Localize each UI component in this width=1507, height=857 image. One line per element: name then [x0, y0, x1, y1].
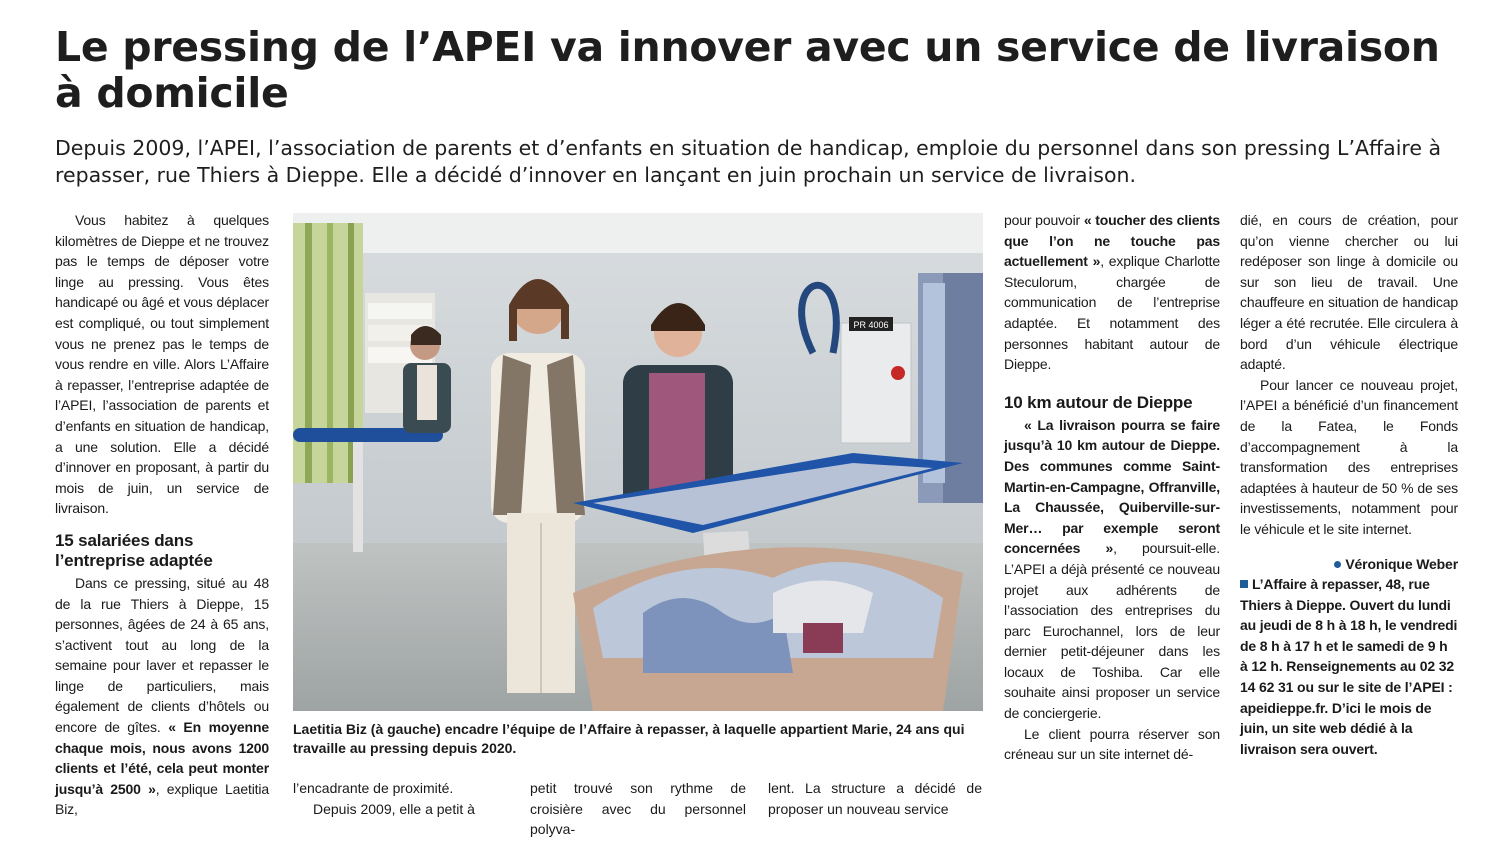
bottom-column-3: [768, 778, 982, 819]
bottom-col1-line1: l’encadrante de proximité.: [293, 780, 454, 796]
col3-paragraph-2: [1004, 415, 1220, 724]
col1-p2-end: , explique Laetitia Biz,: [55, 780, 269, 818]
square-bullet-icon: [1240, 580, 1248, 588]
photo-illustration: [293, 213, 983, 711]
author-signature: [1240, 554, 1458, 575]
machine-label: PR 4006: [853, 320, 889, 330]
col3-p1-end: , explique Charlotte Steculorum, chargée de communication de l’entreprise adaptée. Et notamment des personnes habitant autour de Dieppe.: [1004, 253, 1220, 373]
author-name: Véronique Weber: [1345, 555, 1458, 572]
bottom-col2-text: petit trouvé son rythme de croisière avec du personnel polyva-: [530, 780, 746, 838]
col3-p2-quote: « La livraison pourra se faire jusqu’à 10 km autour de Dieppe. Des communes comme Saint-Martin-en-Campagne, Offranville, La Chaussée, Quiberville-sur-Mer… par exemple seront concernées »: [1004, 416, 1220, 557]
practical-info: [1240, 574, 1458, 759]
col3-p2-end: , poursuit-elle. L’APEI a déjà présenté ce nouveau projet aux adhérents de l’association des entreprises du parc Eurochannel, lors de leur dernier petit-déjeuner dans les locaux de Toshiba. Car elle souhaite ainsi proposer un service de conciergerie.: [1004, 540, 1221, 722]
bullet-icon: [1334, 561, 1341, 568]
col3-p1-quote: « toucher des clients que l’on ne touche pas actuellement »: [1004, 212, 1220, 270]
col1-p2-quote: « En moyenne chaque mois, nous avons 1200 clients et l’été, cela peut monter jusqu’à 2500 »: [55, 719, 270, 797]
col3-p1-start: pour pouvoir: [1004, 212, 1084, 228]
bottom-column-2: [530, 778, 746, 840]
bottom-col3-text: lent. La structure a décidé de proposer un nouveau service: [768, 780, 982, 817]
column-1: [55, 210, 269, 820]
col1-subheading: 15 salariées dans l’entreprise adaptée: [55, 530, 213, 570]
bottom-col1-line2: Depuis 2009, elle a petit à: [313, 800, 475, 817]
photo-caption: Laetitia Biz (à gauche) encadre l’équipe de l’Affaire à repasser, à laquelle appartient Marie, 24 ans qui travaille au pressing depuis 2020.: [293, 721, 965, 756]
article-headline: Le pressing de l’APEI va innover avec un service de livraison à domicile: [55, 23, 1440, 117]
practical-info-text: L’Affaire à repasser, 48, rue Thiers à Dieppe. Ouvert du lundi au jeudi de 8 h à 18 h, le vendredi de 8 h à 17 h et le samedi de 9 h à 12 h. Renseignements au 02 32 14 62 31 ou sur le site de l’APEI : apeidieppe.fr. D’ici le mois de juin, un site web dédié à la livraison sera ouvert.: [1240, 576, 1458, 757]
col3-paragraph-1: [1004, 210, 1220, 375]
column-3: [1004, 210, 1220, 765]
article-lead: Depuis 2009, l’APEI, l’association de parents et d’enfants en situation de handicap, emploie du personnel dans son pressing L’Affaire à repasser, rue Thiers à Dieppe. Elle a décidé d’innover en lançant en juin prochain un service de livraison.: [55, 136, 1442, 187]
col1-p2-text: Dans ce pressing, situé au 48 de la rue Thiers à Dieppe, 15 personnes, âgées de 24 à 65 ans, s’activent tout au long de la semaine pour laver et repasser le linge de particuliers, mais également de clients d’hôtels ou encore de gîtes.: [55, 574, 269, 736]
col4-paragraph-2: Pour lancer ce nouveau projet, l’APEI a bénéficié d’un financement de la Fatea, le Fonds d’accompagnement à la transformation des entreprises adaptées à hauteur de 50 % de ses investissements, notamment pour le véhicule et le site internet.: [1240, 376, 1458, 537]
col4-paragraph-1: dié, en cours de création, pour qu’on vienne chercher ou lui redéposer son linge à domicile ou sur son lieu de travail. Une chauffeure en situation de handicap léger a été recrutée. Elle circulera à bord d’un véhicule électrique adapté.: [1240, 212, 1458, 373]
col1-paragraph-1: Vous habitez à quelques kilomètres de Dieppe et ne trouvez pas le temps de déposer votre linge au pressing. Vous êtes handicapé ou âgé et vous déplacer est compliqué, ou tout simplement vous ne prenez pas le temps de vous rendre en ville. Alors L’Affaire à repasser, l’entreprise adaptée de l’APEI, l’association de parents et d’enfants en situation de handicap, a une solution. Elle a décidé d’innover en proposant, à partir du mois de juin, un service de livraison.: [55, 212, 269, 517]
col1-paragraph-2: [55, 573, 269, 820]
column-4: [1240, 210, 1458, 759]
article-photo: [293, 213, 983, 711]
bottom-column-1: [293, 778, 507, 819]
col3-paragraph-3: Le client pourra réserver son créneau sur un site internet dé-: [1004, 725, 1220, 763]
col3-subheading: 10 km autour de Dieppe: [1004, 392, 1193, 412]
